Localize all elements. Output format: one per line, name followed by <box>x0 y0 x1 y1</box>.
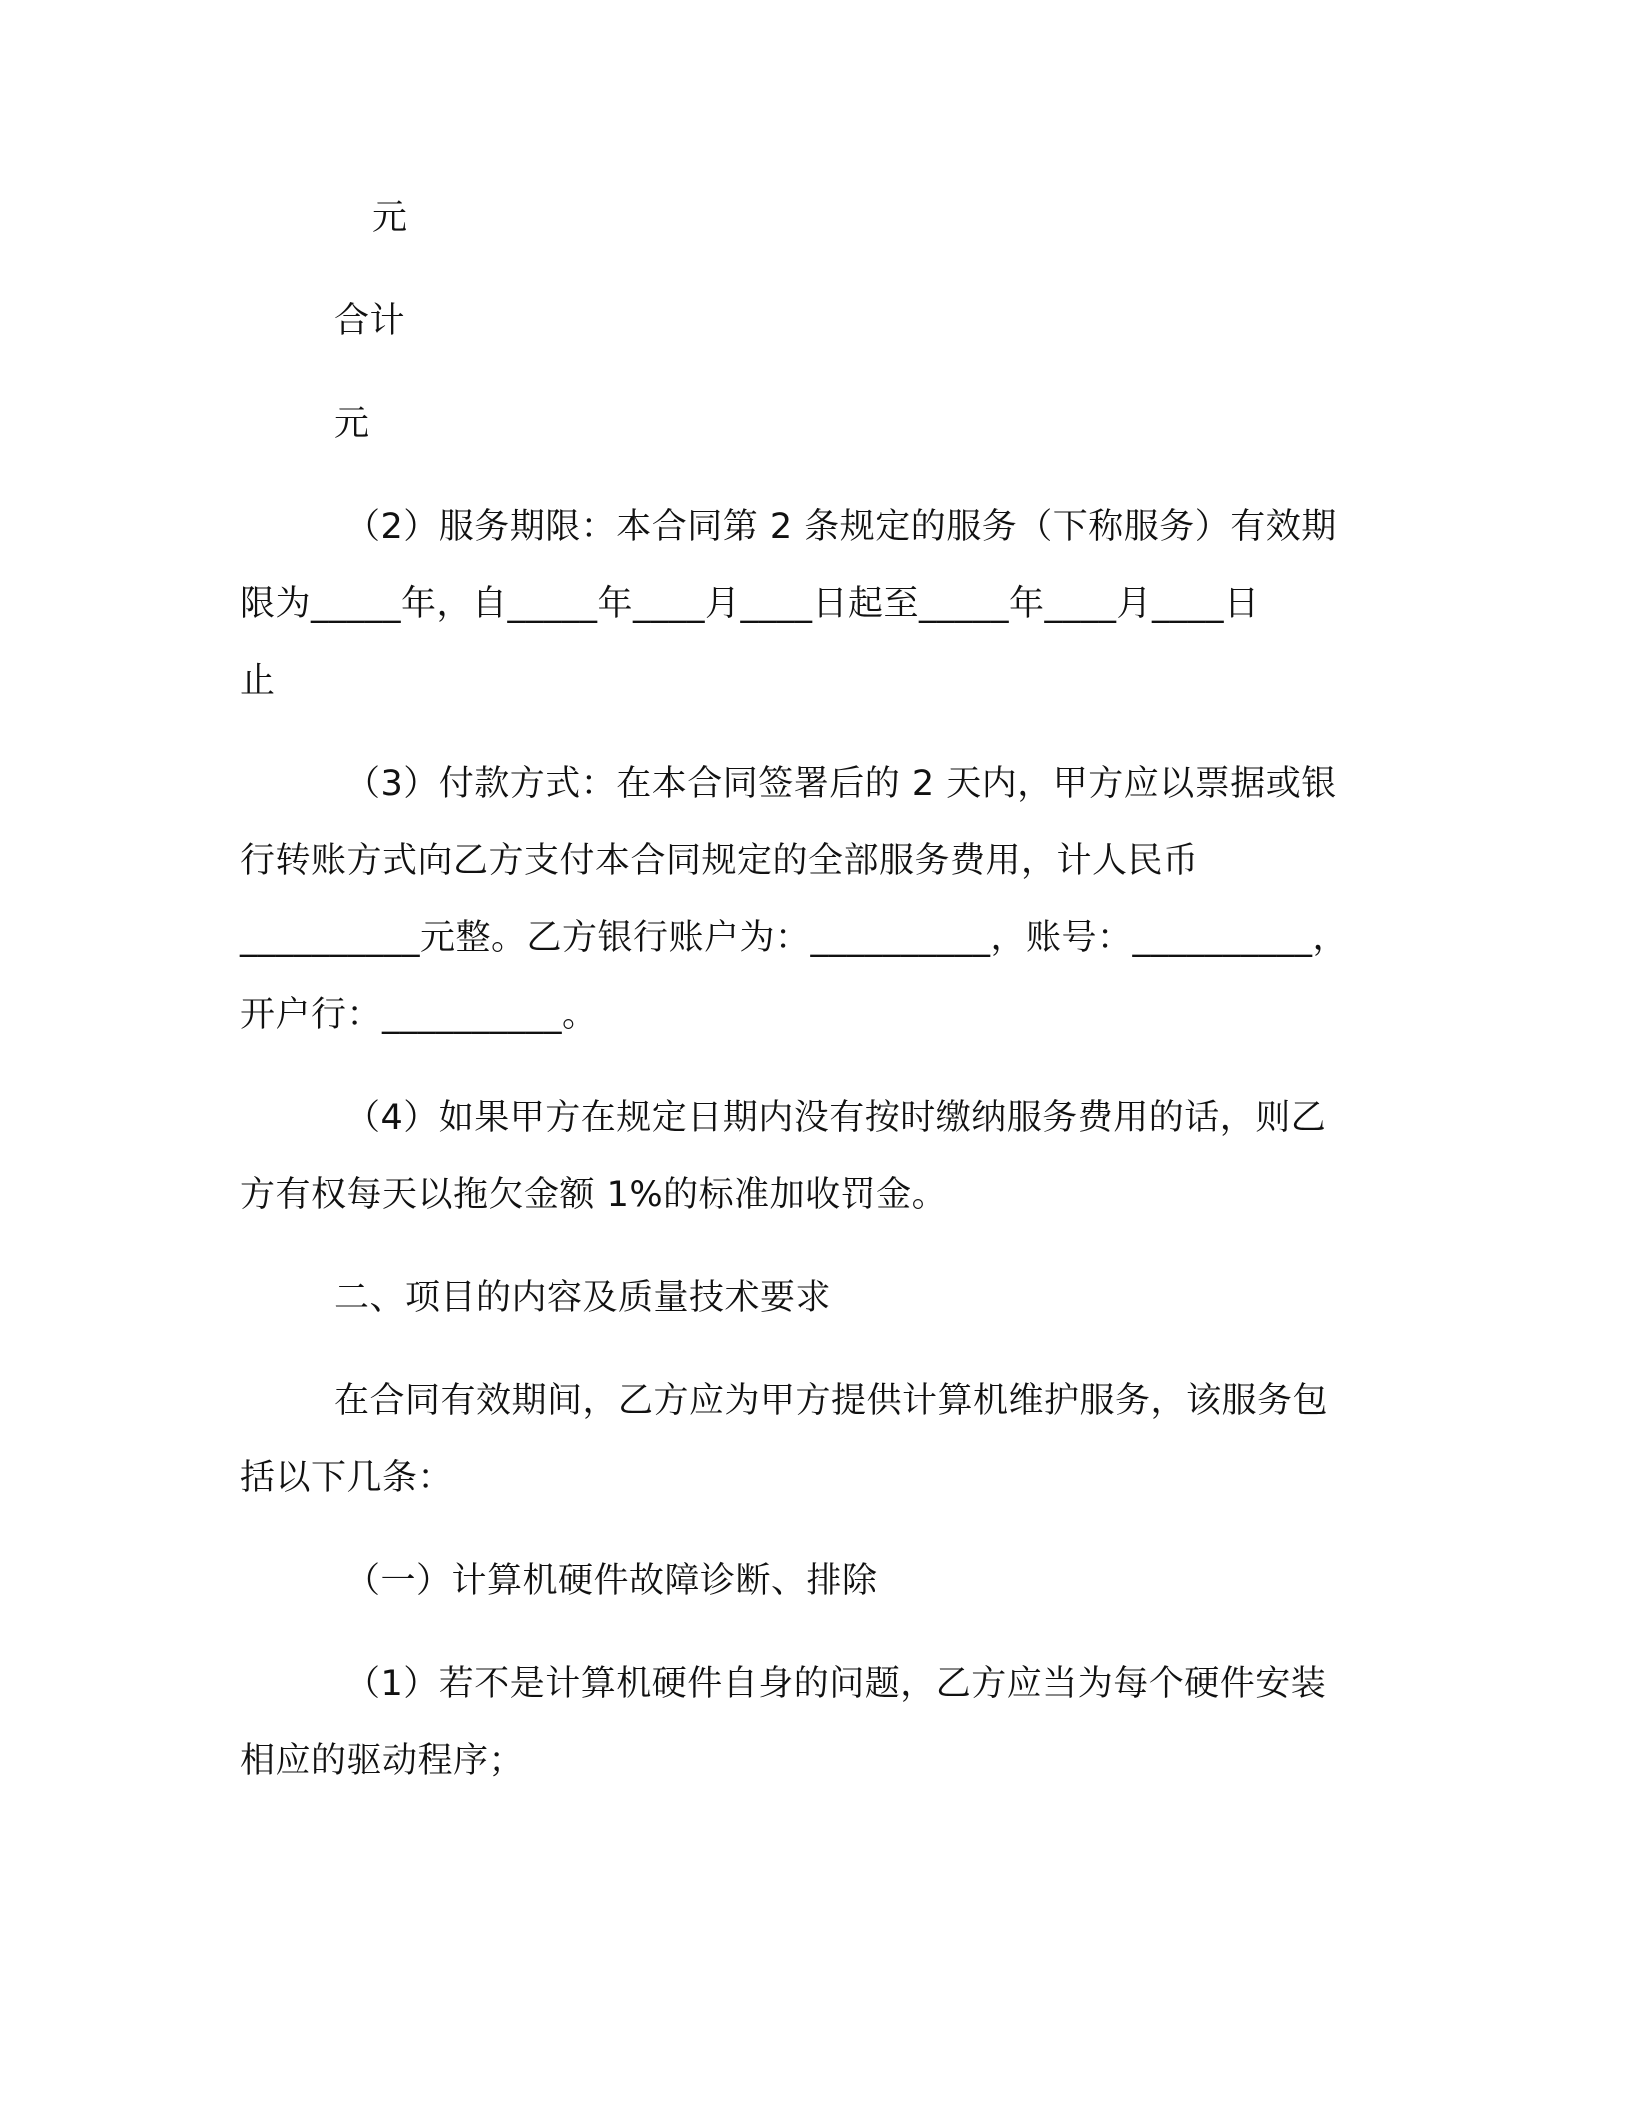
section-two-heading: 二、项目的内容及质量技术要求 <box>334 1278 832 1318</box>
late-penalty-line: 方有权每天以拖欠金额 1%的标准加收罚金。 <box>240 1175 948 1215</box>
late-penalty-line: （4）如果甲方在规定日期内没有按时缴纳服务费用的话，则乙 <box>345 1098 1327 1138</box>
driver-install-line: （1）若不是计算机硬件自身的问题，乙方应当为每个硬件安装 <box>345 1664 1327 1704</box>
service-term-line: （2）服务期限：本合同第 2 条规定的服务（下称服务）有效期 <box>345 507 1337 547</box>
payment-method-line: （3）付款方式：在本合同签署后的 2 天内，甲方应以票据或银 <box>345 764 1337 804</box>
total-label: 合计 <box>334 301 406 341</box>
yuan-top-fragment: 元 <box>372 198 408 238</box>
subsection-one-heading: （一）计算机硬件故障诊断、排除 <box>345 1561 878 1601</box>
yuan-bottom-fragment: 元 <box>334 404 370 444</box>
driver-install-line: 相应的驱动程序； <box>240 1741 525 1781</box>
payment-method-line: __________元整。乙方银行账户为：__________，账号：__________， <box>240 918 1349 958</box>
payment-method-line: 开户行：__________。 <box>240 995 598 1035</box>
payment-method-line: 行转账方式向乙方支付本合同规定的全部服务费用，计人民币 <box>240 841 1199 881</box>
service-term-line: 止 <box>240 661 276 701</box>
service-scope-line: 括以下几条： <box>240 1458 454 1498</box>
service-scope-line: 在合同有效期间，乙方应为甲方提供计算机维护服务，该服务包 <box>334 1381 1329 1421</box>
service-term-line: 限为_____年，自_____年____月____日起至_____年____月____日 <box>240 584 1260 624</box>
